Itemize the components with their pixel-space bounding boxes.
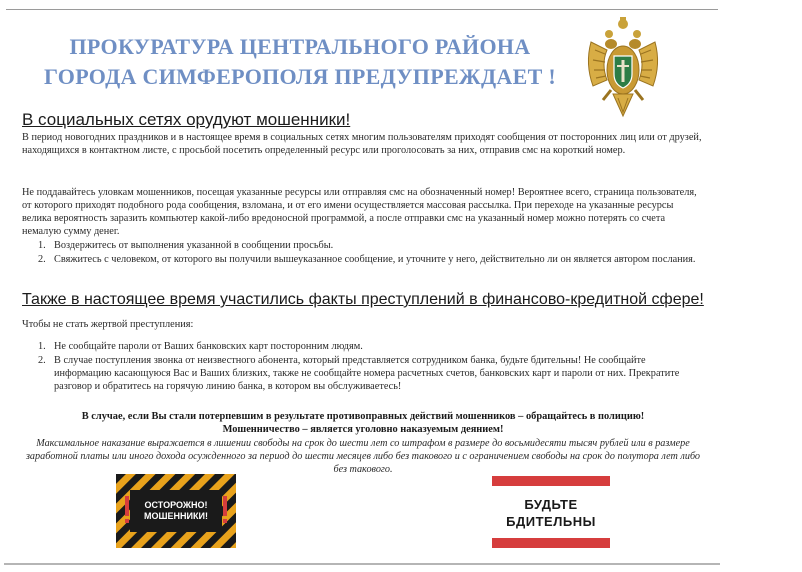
section2-title: Также в настоящее время участились факты преступлений в финансово-кредитной сфере!: [22, 291, 704, 308]
header-line-1: ПРОКУРАТУРА ЦЕНТРАЛЬНОГО РАЙОНА: [69, 34, 531, 59]
top-rule: [6, 9, 718, 10]
vigilant-line-1: БУДЬТЕ: [524, 497, 578, 512]
page-header: [20, 32, 580, 92]
list-number: 1.: [38, 341, 46, 352]
list-number: 2.: [38, 254, 46, 265]
caution-sign-text: [136, 500, 216, 522]
section1-paragraph-1: В период новогодних праздников и в настоящее время в социальных сетях многим пользователям приходят сообщения от посторонних лиц или от друзей, находящихся в контактном листе, с просьбой посетить определенный ресурс или проголосовать за них, отправив смс на короткий номер.: [22, 132, 702, 156]
police-warning: [22, 410, 704, 436]
caution-fraudsters-sign: [116, 474, 236, 548]
list-item: [38, 354, 702, 393]
list-item: [38, 340, 702, 353]
list-item-text: Свяжитесь с человеком, от которого вы получили вышеуказанное сообщение, и уточните у него, действительно ли он является автором послания.: [54, 254, 696, 265]
penalty-note: Максимальное наказание выражается в лишении свободы на срок до шести лет со штрафом в размере до восьмидесяти тысяч рублей или в размере заработной платы или иного дохода осужденного за период до шести месяцев либо без такового и с ограничением свободы на срок до полутора лет либо без такового.: [25, 438, 701, 475]
vigilant-line-2: БДИТЕЛЬНЫ: [506, 514, 596, 529]
list-item-text: Не сообщайте пароли от Ваших банковских карт посторонним людям.: [54, 341, 363, 352]
section1-title: В социальных сетях орудуют мошенники!: [22, 110, 351, 129]
prosecutor-emblem-icon: [583, 14, 663, 120]
list-item: [38, 253, 702, 266]
vigilant-sign-text: [492, 496, 610, 530]
list-item: [38, 239, 702, 252]
list-number: 1.: [38, 240, 46, 251]
warning-line-1: В случае, если Вы стали потерпевшим в результате противоправных действий мошенников – обращайтесь в полицию!: [81, 411, 645, 422]
list-item-text: Воздержитесь от выполнения указанной в сообщении просьбы.: [54, 240, 334, 251]
caution-line-1: ОСТОРОЖНО!: [144, 500, 208, 510]
warning-line-2: Мошенничество – является уголовно наказуемым деянием!: [222, 424, 504, 435]
bottom-rule: [4, 563, 720, 565]
section1-paragraph-2: Не поддавайтесь уловкам мошенников, посещая указанные ресурсы или отправляя смс на обозначенный номер! Вероятнее всего, страница пользователя, от которого приходят подобного рода сообщения, взломана, и от его имени осуществляется массовая рассылка. При переходе на указанные ресурсы велика вероятность заразить компьютер какой-либо вредоносной программой, а после отправки смс на указанный номер можно потерять со счета немалую сумму денег.: [22, 187, 697, 237]
section2-intro: Чтобы не стать жертвой преступления:: [22, 319, 194, 330]
list-item-text: В случае поступления звонка от неизвестного абонента, который представляется сотрудником банка, будьте бдительны! Не сообщайте информацию касающуюся Вас и Ваших близких, также не сообщайте номера расчетных счетов, банковских карт и пароли от них. Прекратите разговор и обратитесь на горячую линию банка, в котором вы обслуживаетесь!: [54, 355, 680, 392]
caution-line-2: МОШЕННИКИ!: [144, 511, 208, 521]
section1-list: [38, 239, 702, 267]
list-number: 2.: [38, 355, 46, 366]
sign-top-bar: [492, 476, 610, 486]
be-vigilant-sign: [492, 474, 610, 550]
header-line-2: ГОРОДА СИМФЕРОПОЛЯ ПРЕДУПРЕЖДАЕТ !: [44, 64, 556, 89]
section2-list: [38, 340, 702, 394]
sign-bottom-bar: [492, 538, 610, 548]
